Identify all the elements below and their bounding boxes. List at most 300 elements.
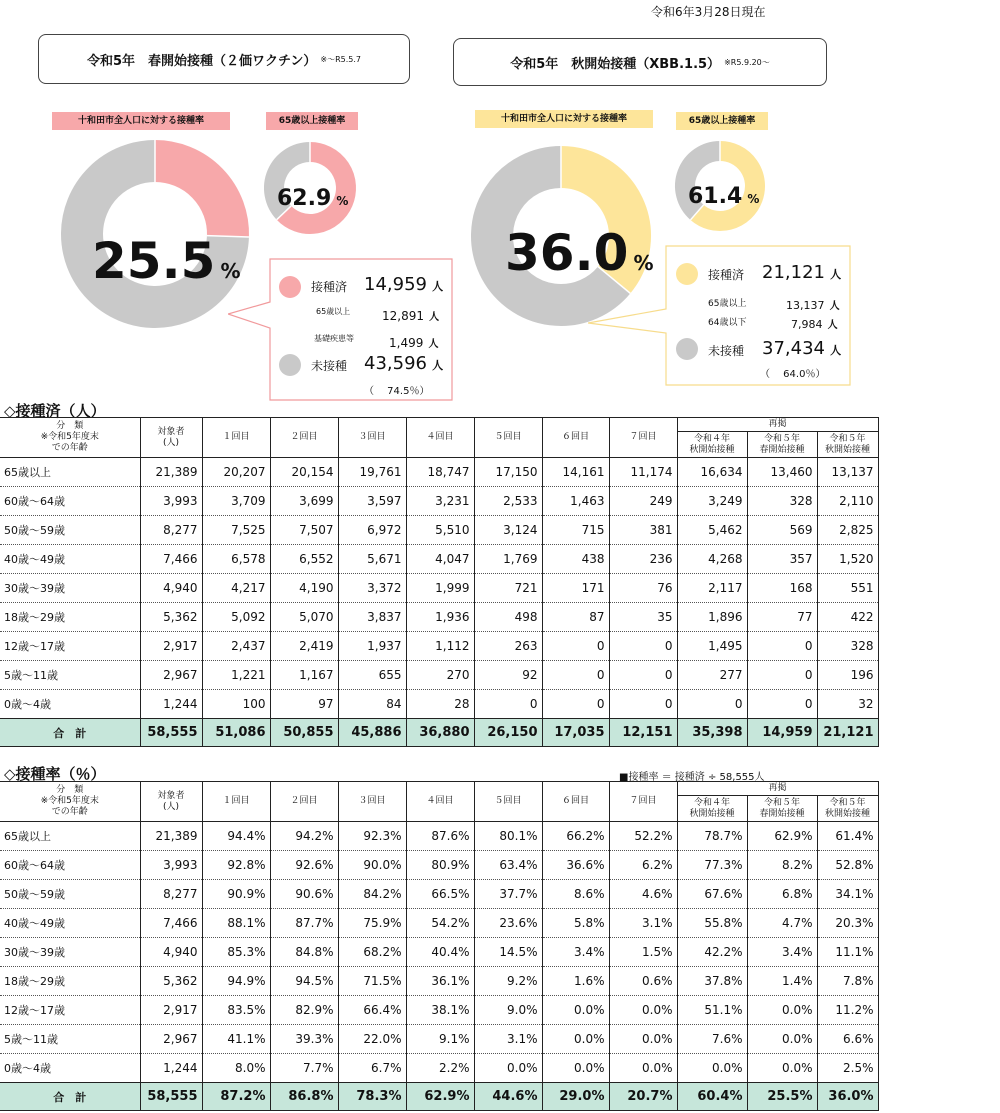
table-cell: 17,035 [542,719,609,747]
table-cell: 9.2% [474,967,542,996]
table-cell: 0 [542,690,609,719]
autumn-senior-rate [688,184,759,209]
table-cell: 87.2% [202,1083,270,1111]
autumn-title: 令和5年 秋開始接種（XBB.1.5） [510,56,721,72]
table-cell: 4.7% [747,909,817,938]
table-cell: 655 [338,661,406,690]
table-cell: 8,277 [140,880,202,909]
table-cell: 4,217 [202,574,270,603]
table-cell: 68.2% [338,938,406,967]
spring-done-unit: 人 [432,280,444,293]
table-cell: 3,709 [202,487,270,516]
vaccinated-segment [155,161,228,236]
table-cell: 84.8% [270,938,338,967]
dose2-header: ２回目 [270,782,338,822]
table-cell: 6,972 [338,516,406,545]
spring-sub2-value: 1,499 [389,336,424,350]
autumn-senior-rate-pct: % [747,192,760,206]
spring-pop-label: 十和田市全人口に対する接種率 [52,112,230,130]
table-cell: 32 [817,690,878,719]
table-cell: 0 [747,661,817,690]
autumn-pop-rate-value: 36.0 [505,224,629,282]
vaccinated-count-table [0,417,879,747]
table-cell: 0.6% [609,967,677,996]
table-cell: 0 [609,632,677,661]
table-cell: 5,070 [270,603,338,632]
table-cell: 3.4% [542,938,609,967]
table-cell: 94.5% [270,967,338,996]
autumn-pop-label: 十和田市全人口に対する接種率 [475,110,653,128]
spring-not-label: 未接種 [311,359,348,373]
table-cell: 0 [747,632,817,661]
table-cell: 270 [406,661,474,690]
row-label: 合 計 [0,1083,140,1111]
table-cell: 29.0% [542,1083,609,1111]
table-cell: 0 [677,690,747,719]
table-cell: 80.9% [406,851,474,880]
autumn-not-unit: 人 [830,344,842,357]
table-cell: 21,121 [817,719,878,747]
table-cell: 77.3% [677,851,747,880]
table-cell: 22.0% [338,1025,406,1054]
table-cell: 7.7% [270,1054,338,1083]
table-cell: 21,389 [140,822,202,851]
spring-not-value: 43,596 [364,353,427,374]
table-cell: 2,117 [677,574,747,603]
spring-done-count [364,274,443,295]
table-cell: 2,110 [817,487,878,516]
table-cell: 3.1% [609,909,677,938]
table-cell: 39.3% [270,1025,338,1054]
table-cell: 94.2% [270,822,338,851]
spring-sub1-unit: 人 [429,312,440,323]
table-cell: 2,437 [202,632,270,661]
table-cell: 3,993 [140,851,202,880]
dose6-header: ６回目 [542,418,609,458]
table-row [0,690,878,719]
table-cell: 0.0% [747,1025,817,1054]
spring-sub1-label: 65歳以上 [316,307,351,316]
table-cell: 51,086 [202,719,270,747]
table-cell: 13,460 [747,458,817,487]
table-cell: 60.4% [677,1083,747,1111]
table-cell: 1,167 [270,661,338,690]
r4-autumn-header: 令和４年 秋開始接種 [677,796,747,822]
table-cell: 63.4% [474,851,542,880]
table-cell: 0.0% [609,1025,677,1054]
autumn-not-value: 37,434 [762,338,825,359]
table-cell: 38.1% [406,996,474,1025]
spring-sub2-label: 基礎疾患等 [314,334,354,343]
autumn-sub1-count [786,294,840,313]
spring-senior-rate [277,186,348,211]
row-label: 12歳～17歳 [0,632,140,661]
table-cell: 1,463 [542,487,609,516]
table-cell: 11.1% [817,938,878,967]
table-cell: 1.6% [542,967,609,996]
table-cell: 76 [609,574,677,603]
r5-spring-header: 令和５年 春開始接種 [747,432,817,458]
autumn-sub2-count [791,313,838,332]
autumn-senior-label: 65歳以上接種率 [676,112,768,130]
table-cell: 3,993 [140,487,202,516]
autumn-sub1-unit: 人 [829,301,840,312]
total-row [0,1083,878,1111]
table-cell: 9.1% [406,1025,474,1054]
row-label: 合 計 [0,719,140,747]
table-cell: 36.6% [542,851,609,880]
table2-title: ◇接種率（％） [4,765,106,783]
table-cell: 12,151 [609,719,677,747]
table-cell: 20.3% [817,909,878,938]
dose6-header: ６回目 [542,782,609,822]
row-label: 5歳～11歳 [0,1025,140,1054]
table-cell: 2,967 [140,661,202,690]
table-cell: 25.5% [747,1083,817,1111]
autumn-done-value: 21,121 [762,262,825,283]
table-cell: 92.6% [270,851,338,880]
table-cell: 0.0% [474,1054,542,1083]
table-cell: 7,507 [270,516,338,545]
table-cell: 92.3% [338,822,406,851]
table-cell: 0.0% [542,1025,609,1054]
row-label: 0歳～4歳 [0,690,140,719]
dose1-header: １回目 [202,782,270,822]
table-cell: 67.6% [677,880,747,909]
spring-not-unit: 人 [432,359,444,372]
table-cell: 1,244 [140,690,202,719]
table-cell: 23.6% [474,909,542,938]
table-cell: 438 [542,545,609,574]
table-cell: 5,510 [406,516,474,545]
table-cell: 0.0% [542,996,609,1025]
spring-pop-rate-value: 25.5 [92,232,216,290]
table-cell: 88.1% [202,909,270,938]
r5-spring-header: 令和５年 春開始接種 [747,796,817,822]
table-cell: 50,855 [270,719,338,747]
table-cell: 35,398 [677,719,747,747]
regroup-header: 再掲 [677,782,878,796]
table-cell: 41.1% [202,1025,270,1054]
table-cell: 263 [474,632,542,661]
table-cell: 54.2% [406,909,474,938]
autumn-sub2-unit: 人 [827,320,838,331]
table-cell: 83.5% [202,996,270,1025]
table-cell: 36,880 [406,719,474,747]
row-label: 30歳～39歳 [0,574,140,603]
table-cell: 2,419 [270,632,338,661]
table-cell: 5,092 [202,603,270,632]
spring-title-note: ※～R5.5.7 [320,54,362,64]
table-cell: 66.2% [542,822,609,851]
spring-not-count [364,353,443,374]
table-cell: 66.5% [406,880,474,909]
table-cell: 1,221 [202,661,270,690]
table-cell: 87.6% [406,822,474,851]
table-cell: 1,937 [338,632,406,661]
spring-done-value: 14,959 [364,274,427,295]
table-cell: 16,634 [677,458,747,487]
table-cell: 20.7% [609,1083,677,1111]
table-cell: 85.3% [202,938,270,967]
table-cell: 87 [542,603,609,632]
table-cell: 94.4% [202,822,270,851]
autumn-done-unit: 人 [830,268,842,281]
table-cell: 7,525 [202,516,270,545]
autumn-sub1-value: 13,137 [786,299,825,312]
total-row [0,719,878,747]
table-row [0,909,878,938]
table-cell: 58,555 [140,1083,202,1111]
spring-pop-rate-pct: % [220,259,241,283]
spring-senior-donut [274,142,349,224]
table-cell: 0.0% [677,1054,747,1083]
table-row [0,545,878,574]
table-cell: 357 [747,545,817,574]
row-label: 50歳～59歳 [0,880,140,909]
autumn-pop-rate-pct: % [633,251,654,275]
table-cell: 11.2% [817,996,878,1025]
autumn-senior-rate-value: 61.4 [688,184,743,209]
table-cell: 498 [474,603,542,632]
row-label: 40歳～49歳 [0,909,140,938]
table-cell: 80.1% [474,822,542,851]
table-cell: 8.0% [202,1054,270,1083]
dose3-header: ３回目 [338,782,406,822]
row-label: 30歳～39歳 [0,938,140,967]
dose7-header: ７回目 [609,782,677,822]
table-cell: 5,362 [140,603,202,632]
row-label: 65歳以上 [0,458,140,487]
row-label: 50歳～59歳 [0,516,140,545]
table-cell: 0 [542,661,609,690]
table-cell: 78.7% [677,822,747,851]
table-row [0,1025,878,1054]
table-cell: 236 [609,545,677,574]
table-cell: 92 [474,661,542,690]
row-label: 40歳～49歳 [0,545,140,574]
table-cell: 7.8% [817,967,878,996]
table-cell: 0.0% [609,996,677,1025]
autumn-done-swatch [676,263,698,285]
table-cell: 90.9% [202,880,270,909]
table-cell: 196 [817,661,878,690]
table-row [0,851,878,880]
as-of-date: 令和6年3月28日現在 [651,5,766,19]
table-cell: 19,761 [338,458,406,487]
table-cell: 66.4% [338,996,406,1025]
spring-sub1-count [382,305,439,324]
table-cell: 168 [747,574,817,603]
table-cell: 77 [747,603,817,632]
table-cell: 1.4% [747,967,817,996]
autumn-not-swatch [676,338,698,360]
table-cell: 14,959 [747,719,817,747]
table-cell: 2.2% [406,1054,474,1083]
r5-autumn-header: 令和５年 秋開始接種 [817,796,878,822]
table-cell: 51.1% [677,996,747,1025]
table-cell: 52.2% [609,822,677,851]
table-cell: 28 [406,690,474,719]
table-cell: 62.9% [747,822,817,851]
table-cell: 6.2% [609,851,677,880]
autumn-sub1-label: 65歳以上 [708,299,747,309]
table-cell: 3,597 [338,487,406,516]
table-cell: 45,886 [338,719,406,747]
spring-pop-rate [92,232,241,290]
table-cell: 3,372 [338,574,406,603]
table-cell: 2.5% [817,1054,878,1083]
table-cell: 8.6% [542,880,609,909]
table-cell: 7,466 [140,545,202,574]
spring-sub1-value: 12,891 [382,309,424,323]
table-cell: 35 [609,603,677,632]
category-header: 分 類 ※令和5年度末 での年齢 [0,782,140,822]
table-row [0,661,878,690]
table-cell: 5.8% [542,909,609,938]
table-cell: 249 [609,487,677,516]
dose3-header: ３回目 [338,418,406,458]
table-cell: 2,917 [140,996,202,1025]
table-cell: 4,268 [677,545,747,574]
table-cell: 328 [747,487,817,516]
table-cell: 6.8% [747,880,817,909]
table-row [0,938,878,967]
dose4-header: ４回目 [406,782,474,822]
table-cell: 0.0% [747,996,817,1025]
table-cell: 6,552 [270,545,338,574]
table-cell: 3.1% [474,1025,542,1054]
table-cell: 3,249 [677,487,747,516]
table-cell: 3,231 [406,487,474,516]
table-cell: 2,917 [140,632,202,661]
table-cell: 0 [609,661,677,690]
dose1-header: １回目 [202,418,270,458]
table-cell: 71.5% [338,967,406,996]
table-cell: 90.6% [270,880,338,909]
spring-done-label: 接種済 [311,280,348,294]
table-cell: 5,362 [140,967,202,996]
table-cell: 17,150 [474,458,542,487]
table-cell: 8,277 [140,516,202,545]
row-label: 60歳～64歳 [0,487,140,516]
table-cell: 14.5% [474,938,542,967]
dose7-header: ７回目 [609,418,677,458]
table-cell: 4,940 [140,574,202,603]
table-row [0,996,878,1025]
table-cell: 37.8% [677,967,747,996]
table-cell: 20,207 [202,458,270,487]
table-cell: 5,462 [677,516,747,545]
table-cell: 36.1% [406,967,474,996]
autumn-done-label: 接種済 [708,268,745,282]
table-cell: 3,699 [270,487,338,516]
table-row [0,632,878,661]
table-cell: 1,112 [406,632,474,661]
dose2-header: ２回目 [270,418,338,458]
table-cell: 4,047 [406,545,474,574]
table-cell: 0 [474,690,542,719]
table-cell: 1,495 [677,632,747,661]
table-cell: 551 [817,574,878,603]
table-cell: 7,466 [140,909,202,938]
table-row [0,967,878,996]
table-cell: 55.8% [677,909,747,938]
table-cell: 3,837 [338,603,406,632]
table-row [0,487,878,516]
row-label: 5歳～11歳 [0,661,140,690]
table-cell: 87.7% [270,909,338,938]
table-cell: 2,967 [140,1025,202,1054]
spring-sub2-unit: 人 [428,339,439,350]
table-cell: 20,154 [270,458,338,487]
table-cell: 4,940 [140,938,202,967]
table-cell: 86.8% [270,1083,338,1111]
table-cell: 58,555 [140,719,202,747]
table-cell: 42.2% [677,938,747,967]
table-cell: 3,124 [474,516,542,545]
regroup-header: 再掲 [677,418,878,432]
table-cell: 92.8% [202,851,270,880]
spring-senior-rate-pct: % [336,194,349,208]
autumn-sub2-value: 7,984 [791,318,823,331]
row-label: 0歳～4歳 [0,1054,140,1083]
table-cell: 6.7% [338,1054,406,1083]
row-label: 18歳～29歳 [0,967,140,996]
table-cell: 78.3% [338,1083,406,1111]
spring-not-pct: （ 74.5％） [364,386,430,397]
table-row [0,880,878,909]
spring-done-swatch [279,276,301,298]
spring-sub2-count [389,332,438,351]
autumn-senior-donut [685,141,755,221]
table-cell: 569 [747,516,817,545]
table-cell: 84.2% [338,880,406,909]
table-row [0,1054,878,1083]
table-cell: 1,896 [677,603,747,632]
table-cell: 7.6% [677,1025,747,1054]
table-cell: 40.4% [406,938,474,967]
table-row [0,822,878,851]
table-cell: 0.0% [747,1054,817,1083]
table-row [0,603,878,632]
spring-senior-label: 65歳以上接種率 [266,112,358,130]
table-cell: 1.5% [609,938,677,967]
table-cell: 9.0% [474,996,542,1025]
target-header: 対象者 (人) [140,782,202,822]
dose5-header: ５回目 [474,782,542,822]
row-label: 18歳～29歳 [0,603,140,632]
category-header: 分 類 ※令和5年度末 での年齢 [0,418,140,458]
spring-not-swatch [279,354,301,376]
table-cell: 8.2% [747,851,817,880]
table-cell: 1,244 [140,1054,202,1083]
table-cell: 6.6% [817,1025,878,1054]
table-cell: 26,150 [474,719,542,747]
table-cell: 1,936 [406,603,474,632]
table1-title: ◇接種済（人） [4,402,106,420]
table-cell: 0 [542,632,609,661]
table-cell: 84 [338,690,406,719]
dose4-header: ４回目 [406,418,474,458]
table-cell: 4,190 [270,574,338,603]
table-cell: 36.0% [817,1083,878,1111]
row-label: 65歳以上 [0,822,140,851]
table-cell: 97 [270,690,338,719]
rate-formula-note: ■接種率 ＝ 接種済 ÷ 58,555人 [619,772,765,783]
table-cell: 90.0% [338,851,406,880]
autumn-not-pct: （ 64.0％） [760,369,826,380]
